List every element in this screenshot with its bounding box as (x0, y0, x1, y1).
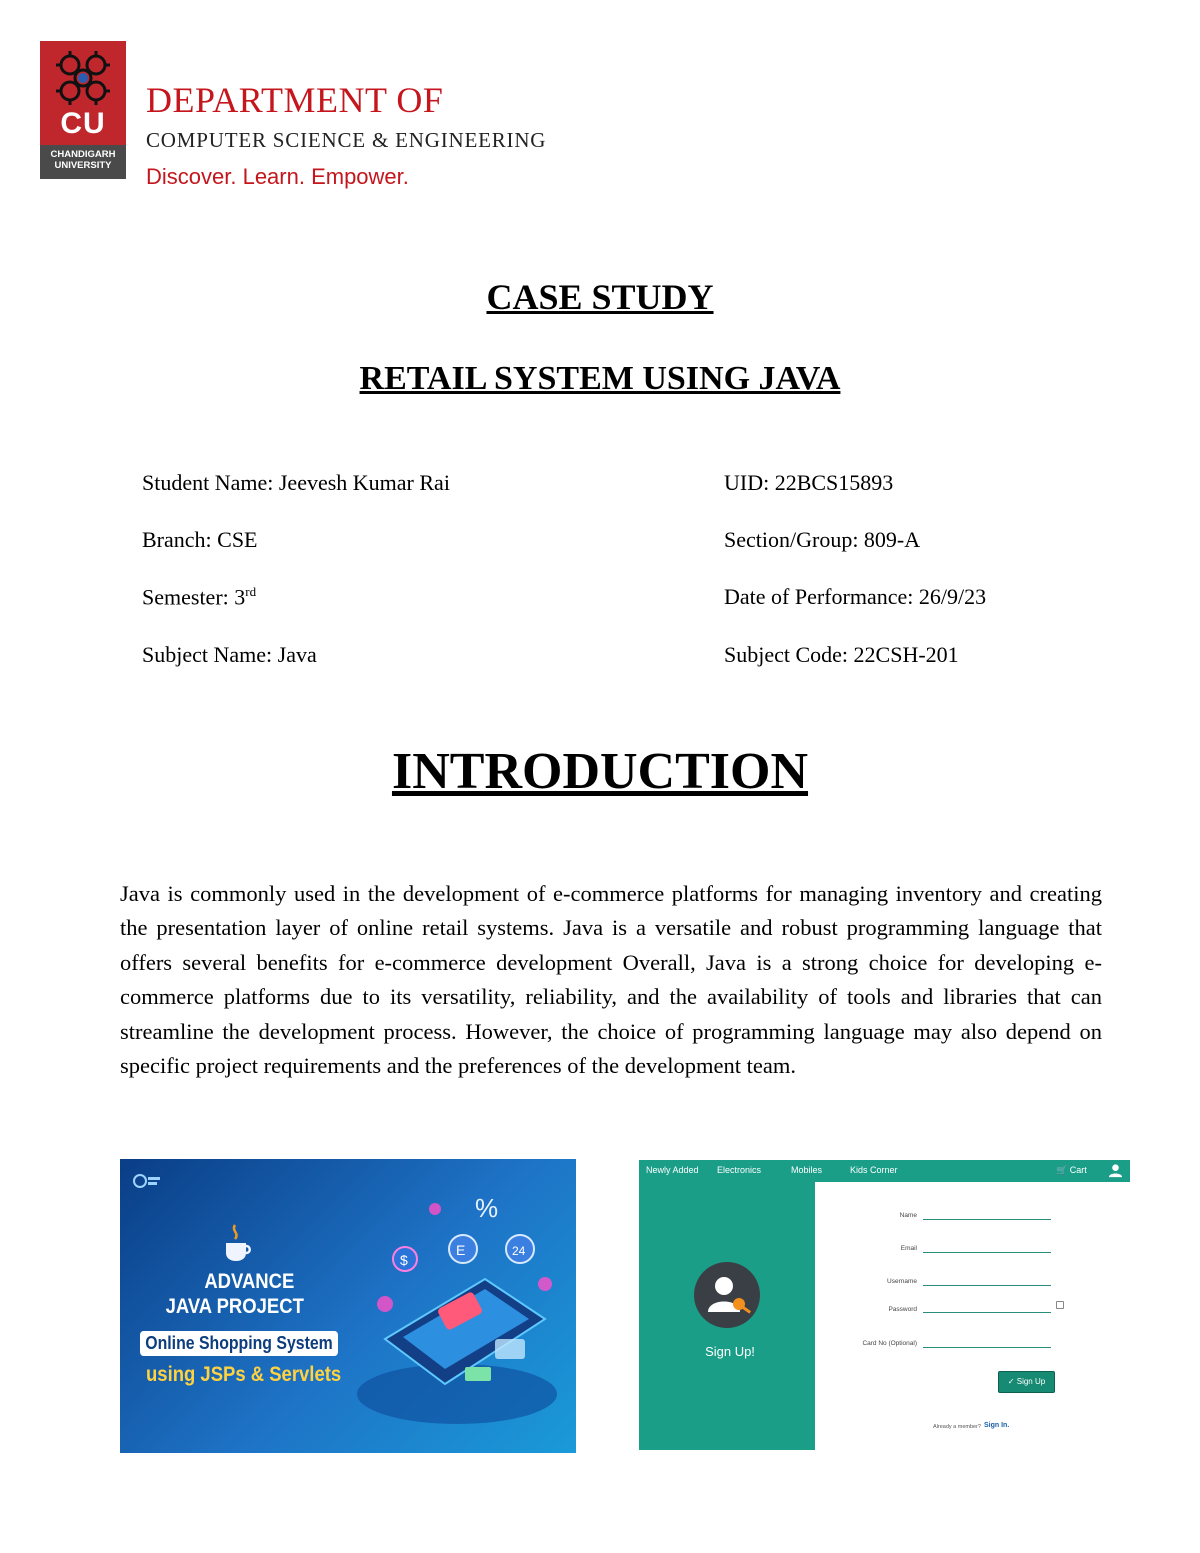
department-subtitle: COMPUTER SCIENCE & ENGINEERING (146, 128, 547, 152)
subject-name: Subject Name: Java (142, 642, 317, 667)
tagline: Discover. Learn. Empower. (146, 164, 409, 189)
cart-icon: 🛒 (1056, 1165, 1068, 1175)
section-group: Section/Group: 809-A (724, 527, 921, 552)
ecommerce-illustration (345, 1179, 570, 1439)
nav-kids-corner[interactable]: Kids Corner (850, 1165, 898, 1175)
top-navbar (639, 1160, 1130, 1182)
subject-code: Subject Code: 22CSH-201 (724, 642, 959, 667)
gear-emblem-icon (52, 47, 114, 109)
university-logo (40, 41, 126, 179)
check-icon: ✓ (1007, 1377, 1015, 1386)
java-project-banner-image (120, 1159, 576, 1453)
svg-text:%: % (475, 1193, 499, 1223)
svg-text:24: 24 (512, 1244, 526, 1258)
logo-text: CU (60, 107, 106, 140)
banner-title-line1: ADVANCE (204, 1270, 295, 1293)
nav-mobiles[interactable]: Mobiles (791, 1165, 823, 1175)
nav-electronics[interactable]: Electronics (717, 1165, 762, 1175)
banner-title-line2: JAVA PROJECT (165, 1295, 304, 1318)
semester-ordinal: rd (245, 584, 257, 599)
username-field-label: Username (887, 1278, 917, 1285)
branch: Branch: CSE (142, 527, 258, 552)
svg-text:E: E (456, 1242, 466, 1258)
card-field[interactable] (923, 1347, 1051, 1348)
password-field[interactable] (923, 1312, 1051, 1313)
project-title: RETAIL SYSTEM USING JAVA (359, 360, 841, 397)
svg-text:$: $ (400, 1252, 408, 1268)
banner-subtitle-yellow: using JSPs & Servlets (146, 1363, 342, 1386)
date-of-performance: Date of Performance: 26/9/23 (724, 584, 987, 609)
brand-logo-icon (132, 1171, 162, 1191)
nav-newly-added[interactable]: Newly Added (646, 1165, 699, 1175)
email-field-label: Email (900, 1245, 917, 1252)
signup-page-screenshot (639, 1160, 1130, 1450)
name-field-label: Name (899, 1212, 917, 1219)
name-field[interactable] (923, 1219, 1051, 1220)
banner-subtitle-box: Online Shopping System (140, 1331, 338, 1356)
already-member-text: Already a member? (933, 1424, 981, 1430)
email-field[interactable] (923, 1252, 1051, 1253)
introduction-paragraph: Java is commonly used in the development of e-commerce platforms for managing inventory and creating the presentation layer of online retail systems. Java is a versatile and robust programming language that offers several benefits for e-commerce development Overall, Java is a strong choice for developing e-commerce platforms due to its versatility, reliability, and the availability of tools and libraries that can streamline the development process. However, the choice of programming language may also depend on specific project requirements and the preferences of the development team. (120, 881, 1102, 1079)
user-avatar-key-icon (694, 1262, 760, 1328)
cart-link[interactable] (1056, 1165, 1087, 1176)
semester (142, 584, 256, 610)
username-field[interactable] (923, 1285, 1051, 1286)
sidebar-signup-heading: Sign Up! (705, 1344, 755, 1359)
card-field-label: Card No (Optional) (862, 1340, 917, 1347)
password-field-label: Password (888, 1306, 917, 1313)
case-study-title: CASE STUDY (486, 277, 714, 317)
show-password-checkbox[interactable] (1056, 1301, 1064, 1309)
logo-university-name: CHANDIGARH UNIVERSITY (50, 149, 116, 171)
student-name: Student Name: Jeevesh Kumar Rai (142, 470, 450, 495)
department-title: DEPARTMENT OF (146, 80, 444, 120)
signup-button[interactable] (998, 1371, 1055, 1393)
signup-button-label: Sign Up (1016, 1377, 1046, 1386)
banner-title (148, 1269, 304, 1319)
semester-value: Semester: 3 (142, 584, 246, 610)
user-icon[interactable] (1108, 1163, 1123, 1178)
introduction-heading: INTRODUCTION (391, 743, 809, 800)
uid: UID: 22BCS15893 (724, 470, 894, 495)
signin-link[interactable]: Sign In. (984, 1422, 1010, 1429)
java-cup-icon (222, 1223, 252, 1263)
cart-label: Cart (1069, 1165, 1087, 1175)
